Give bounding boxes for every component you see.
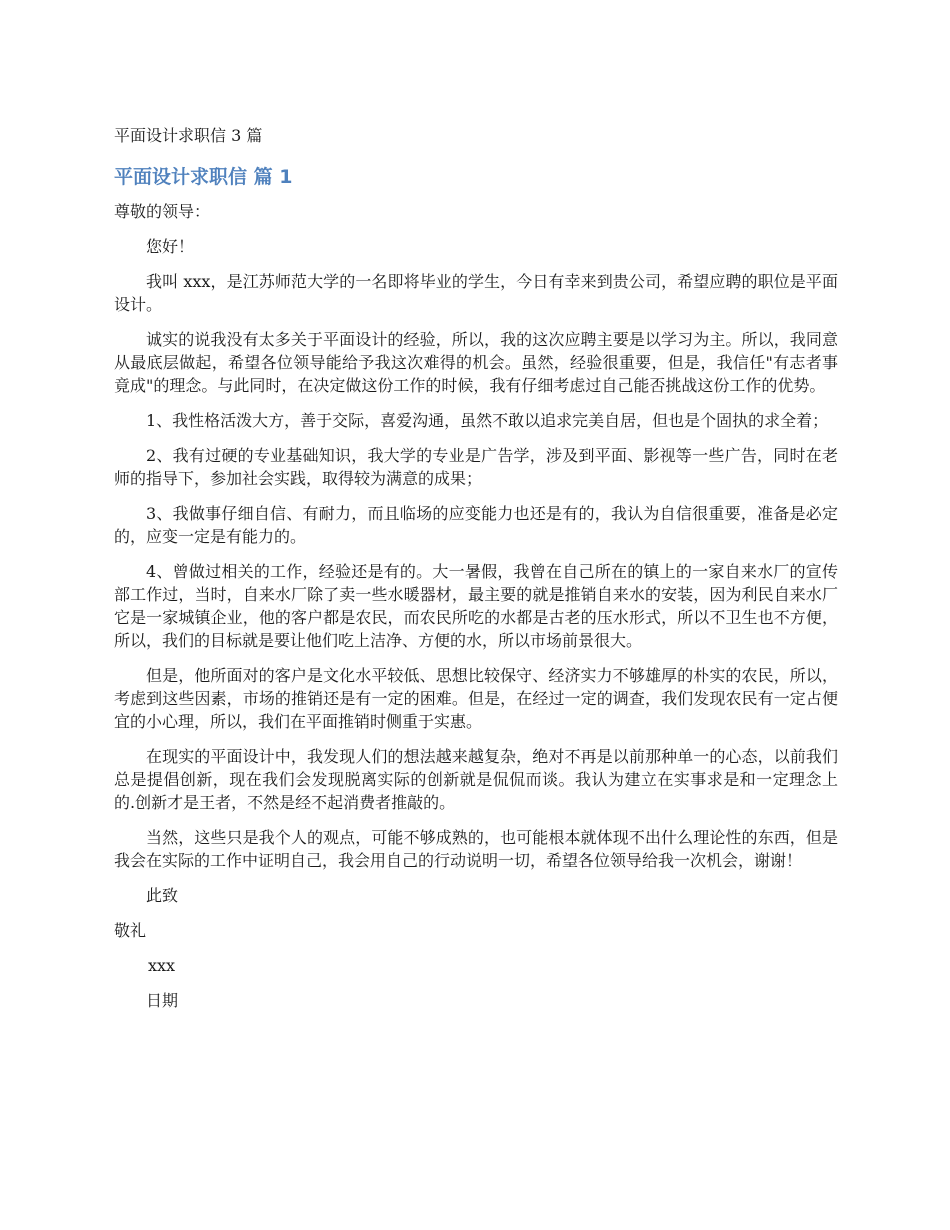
closing-line: 此致: [146, 886, 179, 905]
signature: xxx: [148, 956, 176, 975]
body-paragraph: 3、我做事仔细自信、有耐力，而且临场的应变能力也还是有的，我认为自信很重要，准备是必定的，应变一定是有能力的。: [114, 504, 838, 546]
greeting: 您好！: [146, 237, 195, 256]
section-heading: 平面设计求职信 篇 1: [114, 166, 293, 188]
closing-regards: 敬礼: [114, 921, 147, 940]
body-paragraph: 1、我性格活泼大方，善于交际，喜爱沟通，虽然不敢以追求完美自居，但也是个固执的求全着；: [146, 411, 829, 430]
salutation: 尊敬的领导：: [114, 202, 211, 221]
document-title: 平面设计求职信 3 篇: [114, 126, 263, 145]
body-paragraph: 当然，这些只是我个人的观点，可能不够成熟的，也可能根本就体现不出什么理论性的东西，但是我会在实际的工作中证明自己，我会用自己的行动说明一切，希望各位领导给我一次机会，谢谢！: [114, 828, 838, 870]
body-paragraph: 4、曾做过相关的工作，经验还是有的。大一暑假，我曾在自己所在的镇上的一家自来水厂的宣传部工作过，当时，自来水厂除了卖一些水暖器材，最主要的就是推销自来水的安装，因为利民自来水厂它是一家城镇企业，他的客户都是农民，而农民所吃的水都是古老的压水形式，所以不卫生也不方便，所以，我们的目标就是要让他们吃上洁净、方便的水，所以市场前景很大。: [114, 562, 838, 650]
date-label: 日期: [146, 991, 179, 1010]
document-page: [114, 124, 838, 1024]
body-paragraph: 2、我有过硬的专业基础知识，我大学的专业是广告学，涉及到平面、影视等一些广告，同时在老师的指导下，参加社会实践，取得较为满意的成果；: [114, 446, 838, 488]
body-paragraph: 诚实的说我没有太多关于平面设计的经验，所以，我的这次应聘主要是以学习为主。所以，我同意从最底层做起，希望各位领导能给予我这次难得的机会。虽然，经验很重要，但是，我信任"有志者事竟成"的理念。与此同时，在决定做这份工作的时候，我有仔细考虑过自己能否挑战这份工作的优势。: [114, 330, 838, 395]
body-paragraph: 在现实的平面设计中，我发现人们的想法越来越复杂，绝对不再是以前那种单一的心态，以前我们总是提倡创新，现在我们会发现脱离实际的创新就是侃侃而谈。我认为建立在实事求是和一定理念上的.创新才是王者，不然是经不起消费者推敲的。: [114, 747, 838, 812]
body-paragraph: 我叫 xxx，是江苏师范大学的一名即将毕业的学生，今日有幸来到贵公司，希望应聘的职位是平面设计。: [114, 272, 838, 314]
body-paragraph: 但是，他所面对的客户是文化水平较低、思想比较保守、经济实力不够雄厚的朴实的农民，所以，考虑到这些因素，市场的推销还是有一定的困难。但是，在经过一定的调查，我们发现农民有一定占便宜的小心理，所以，我们在平面推销时侧重于实惠。: [114, 666, 838, 731]
